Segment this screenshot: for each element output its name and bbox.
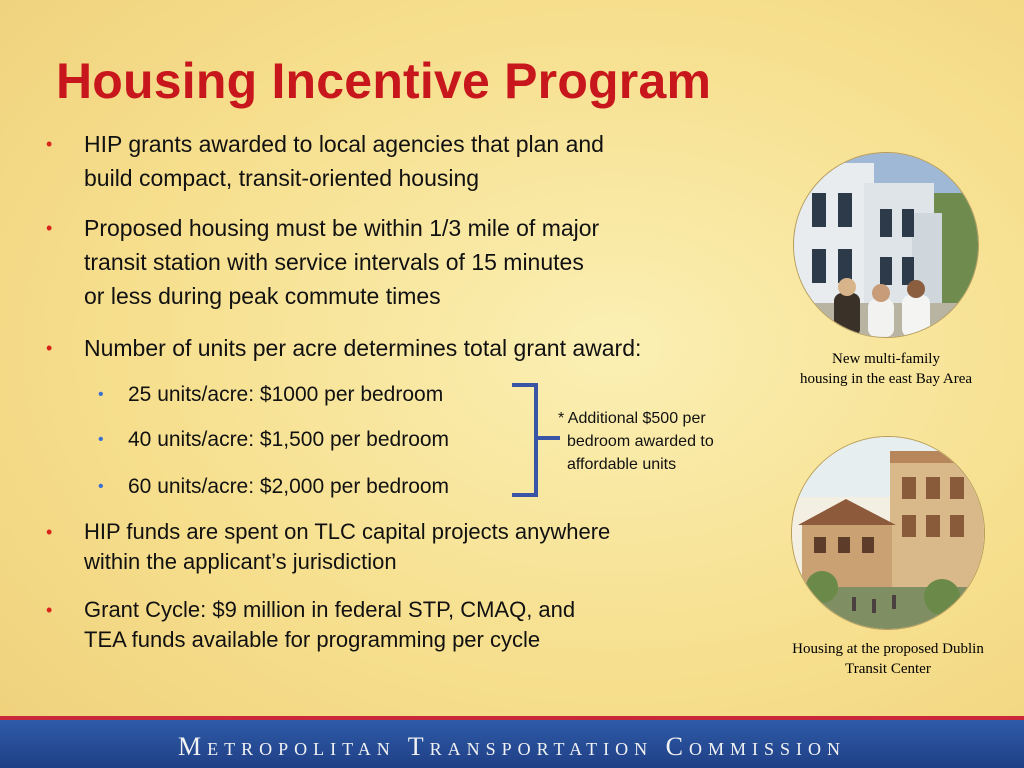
footer-banner (0, 716, 1024, 768)
sub-bullet-dot: • (98, 478, 104, 495)
bullet-item (46, 331, 642, 365)
footnote-line: affordable units (567, 456, 677, 473)
sub-bullet-item (98, 472, 450, 502)
bullet-text-line: transit station with service intervals of 15 minutes (84, 249, 584, 275)
sub-bullet-dot: • (98, 431, 104, 448)
bullet-text-line: HIP grants awarded to local agencies that plan and (84, 131, 604, 157)
bullet-text-line: or less during peak commute times (84, 283, 441, 309)
footnote (558, 407, 714, 476)
bullet-dot: • (46, 338, 53, 358)
bullet-text-line: Proposed housing must be within 1/3 mile of major (84, 215, 600, 241)
slide-title: Housing Incentive Program (56, 53, 712, 109)
bullet-text-line: HIP funds are spent on TLC capital projects anywhere (84, 519, 611, 544)
bracket-shape (512, 383, 538, 497)
housing-photo (794, 153, 978, 337)
bullet-text-line: build compact, transit-oriented housing (84, 165, 480, 191)
caption-line: Transit Center (845, 661, 931, 677)
caption-line: New multi-family (832, 351, 940, 367)
footnote-line: * Additional $500 per (558, 410, 706, 427)
bullet-item (46, 211, 600, 313)
bullet-item (46, 127, 604, 195)
transit-center-photo-image (792, 437, 984, 629)
bracket-tick (538, 436, 560, 440)
sub-bullet-item (98, 425, 450, 455)
sub-bullet-text: 60 units/acre: $2,000 per bedroom (128, 475, 450, 498)
caption-line: Housing at the proposed Dublin (792, 641, 984, 657)
bullet-text-line: Number of units per acre determines total grant award: (84, 335, 642, 361)
organization-name: Metropolitan Transportation Commission (178, 732, 846, 761)
caption-line: housing in the east Bay Area (799, 371, 973, 387)
bullet-dot: • (46, 600, 53, 620)
sub-bullet-dot: • (98, 386, 104, 403)
bullet-text-line: TEA funds available for programming per cycle (84, 627, 541, 652)
photo-caption (770, 639, 1006, 679)
sub-bullet-item (98, 380, 444, 410)
transit-center-photo (792, 437, 984, 629)
bullet-dot: • (46, 218, 53, 238)
bullet-dot: • (46, 134, 53, 154)
bullet-dot: • (46, 522, 53, 542)
bullet-text-line: within the applicant’s jurisdiction (84, 549, 397, 574)
photo-caption (778, 349, 994, 389)
bullet-item (46, 517, 611, 577)
housing-photo-image (794, 153, 978, 337)
bullet-item (46, 595, 576, 655)
bullet-text-line: Grant Cycle: $9 million in federal STP, CMAQ, and (84, 597, 576, 622)
sub-bullet-text: 40 units/acre: $1,500 per bedroom (128, 428, 450, 451)
footnote-line: bedroom awarded to (567, 433, 714, 450)
sub-bullet-text: 25 units/acre: $1000 per bedroom (128, 383, 444, 406)
